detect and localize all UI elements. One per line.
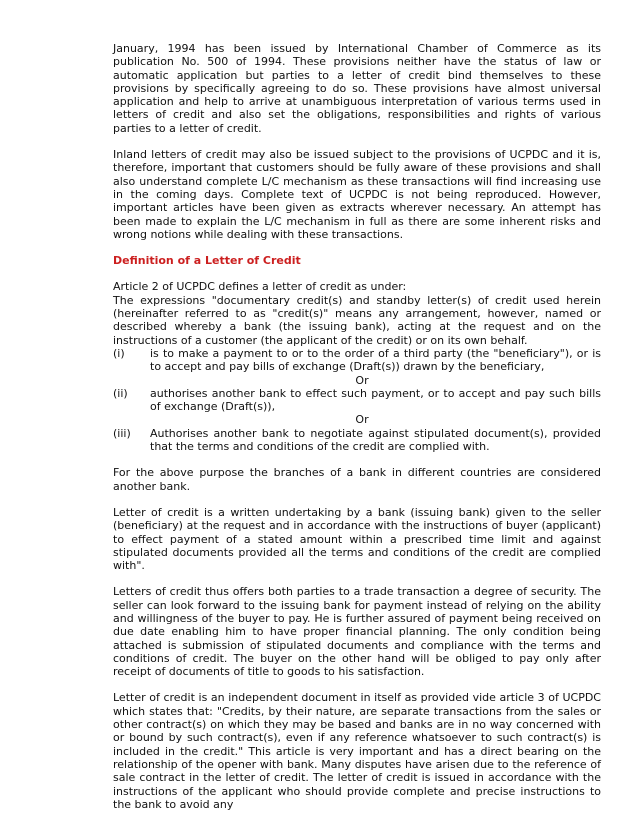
clause-text: authorises another bank to effect such payment, or to accept and pay such bills of exchange (Draft(s)), [150, 386, 601, 414]
paragraph-definition: The expressions "documentary credit(s) and standby letter(s) of credit used herein (hereinafter referred to as "credit(s)" means any arrangement, however, named or described whereby a bank (the issuing bank), acting at the request and on the instructions of a customer (the applicant of the credit) or on its own behalf. [113, 293, 601, 347]
paragraph-ucpdc-publication: January, 1994 has been issued by International Chamber of Commerce as its publication No. 500 of 1994. These provisions neither have the status of law or automatic application but parties to a letter of credit bind themselves to these provisions by specifically agreeing to do so. These provisions have almost universal application and help to arrive at unambiguous interpretation of various terms used in letters of credit and also set the obligations, responsibilities and rights of various parties to a letter of credit. [113, 42, 601, 135]
document-body [113, 42, 601, 824]
or-separator: Or [355, 373, 369, 387]
clause-item [113, 347, 601, 374]
or-separator: Or [355, 413, 369, 427]
clause-text: is to make a payment to or to the order of a third party (the "beneficiary"), or is to accept and pay bills of exchange (Draft(s)) drawn by the beneficiary, [150, 346, 601, 374]
clause-text: Authorises another bank to negotiate against stipulated document(s), provided that the terms and conditions of the credit are complied with. [150, 426, 601, 454]
clause-item [113, 387, 601, 414]
paragraph-branches: For the above purpose the branches of a bank in different countries are considered another bank. [113, 466, 601, 493]
clause-number: (iii) [113, 426, 131, 440]
paragraph-independent-document: Letter of credit is an independent document in itself as provided vide article 3 of UCPDC which states that: "Credits, by their nature, are separate transactions from the sales or other contract(s) on which they may be based and banks are in no way concerned with or bound by such contract(s), even if any reference whatsoever to such contract(s) is included in the credit." This article is very important and has a direct bearing on the relationship of the opener with bank. Many disputes have arisen due to the reference of sale contract in the letter of credit. The letter of credit is issued in accordance with the instructions of the applicant who should provide complete and precise instructions to the bank to avoid any [113, 691, 601, 811]
clause-number: (ii) [113, 386, 128, 400]
paragraph-inland-letters: Inland letters of credit may also be issued subject to the provisions of UCPDC and it is, therefore, important that customers should be fully aware of these provisions and shall also understand complete L/C mechanism as these transactions will find increasing use in the coming days. Complete text of UCPDC is not being reproduced. However, important articles have been given as extracts wherever necessary. An attempt has been made to explain the L/C mechanism in full as there are some inherent risks and wrong notions while dealing with these transactions. [113, 148, 601, 241]
clause-number: (i) [113, 346, 125, 360]
paragraph-security: Letters of credit thus offers both parties to a trade transaction a degree of security. The seller can look forward to the issuing bank for payment instead of relying on the ability and willingness of the buyer to pay. He is further assured of payment being received on due date enabling him to have proper financial planning. The only condition being attached is submission of stipulated documents and compliance with the terms and conditions of credit. The buyer on the other hand will be obliged to pay only after receipt of documents of title to goods to his satisfaction. [113, 585, 601, 679]
section-heading: Definition of a Letter of Credit [113, 254, 301, 268]
paragraph-article-intro: Article 2 of UCPDC defines a letter of credit as under: [113, 280, 407, 294]
paragraph-written-undertaking: Letter of credit is a written undertaking by a bank (issuing bank) given to the seller (beneficiary) at the request and in accordance with the instructions of buyer (applicant) to effect payment of a stated amount within a prescribed time limit and against stipulated documents provided all the terms and conditions of the credit are complied with". [113, 505, 601, 573]
clause-item [113, 427, 601, 454]
